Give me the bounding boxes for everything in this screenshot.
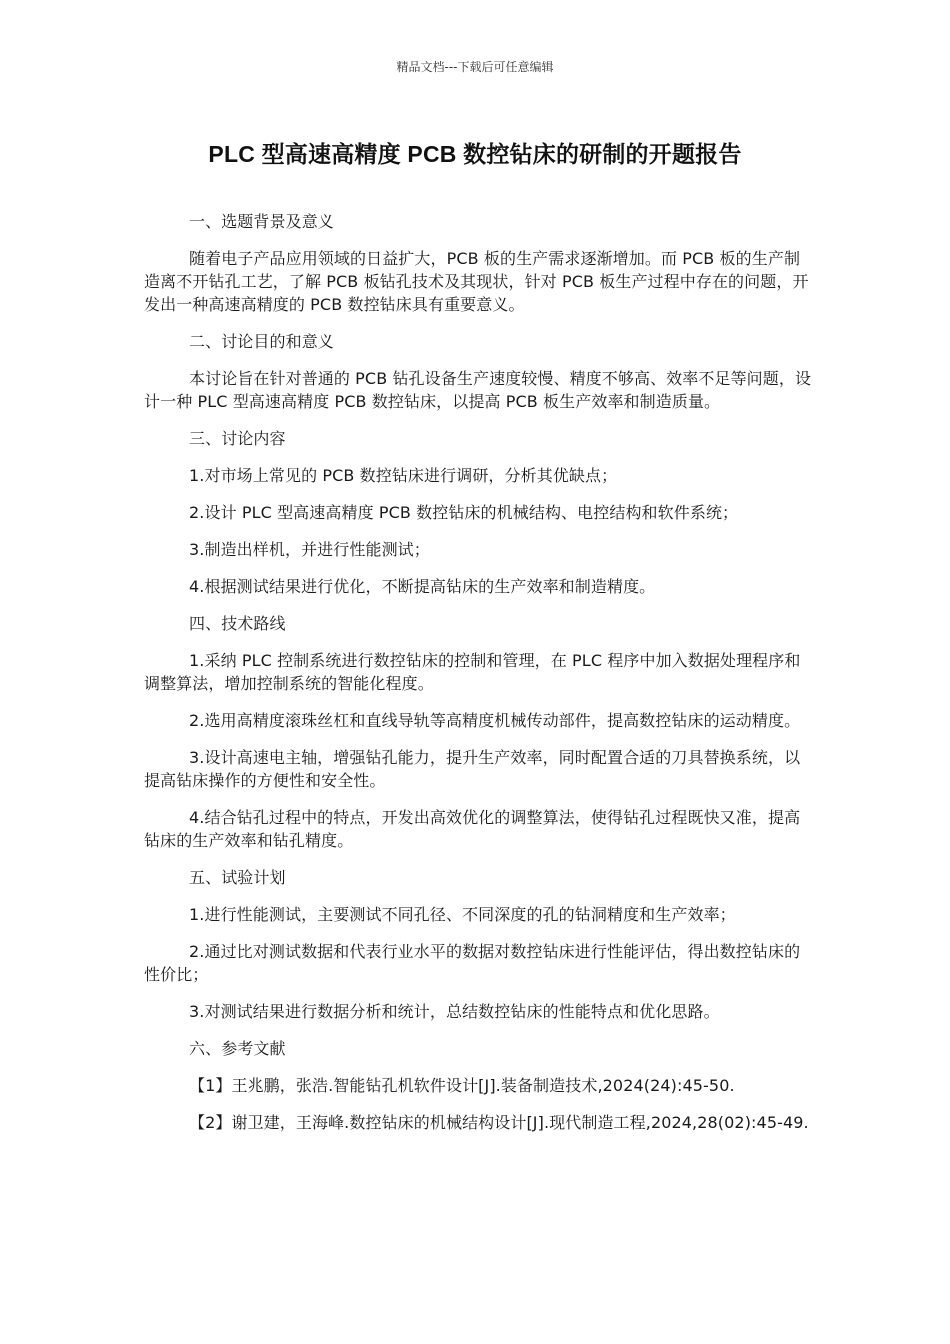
section-heading-background: 一、选题背景及意义 xyxy=(189,212,334,231)
test-plan-item-1: 1.进行性能测试，主要测试不同孔径、不同深度的孔的钻洞精度和生产效率； xyxy=(189,905,736,924)
tech-route-item-2: 2.选用高精度滚珠丝杠和直线导轨等高精度机械传动部件，提高数控钻床的运动精度。 xyxy=(189,711,801,730)
content-item-4: 4.根据测试结果进行优化，不断提高钻床的生产效率和制造精度。 xyxy=(189,577,656,596)
page-header: 精品文档---下载后可任意编辑 xyxy=(396,60,554,74)
section-heading-references: 六、参考文献 xyxy=(189,1039,286,1058)
tech-route-item-3: 3.设计高速电主轴，增强钻孔能力，提升生产效率，同时配置合适的刀具替换系统，以提高钻床操作的方便性和安全性。 xyxy=(144,748,801,790)
test-plan-item-2: 2.通过比对测试数据和代表行业水平的数据对数控钻床进行性能评估，得出数控钻床的性价比； xyxy=(144,942,801,984)
content-item-3: 3.制造出样机，并进行性能测试； xyxy=(189,540,430,559)
section-heading-purpose: 二、讨论目的和意义 xyxy=(189,332,334,351)
document-title: PLC 型高速高精度 PCB 数控钻床的研制的开题报告 xyxy=(208,141,742,167)
section-heading-content: 三、讨论内容 xyxy=(189,429,286,448)
content-item-1: 1.对市场上常见的 PCB 数控钻床进行调研，分析其优缺点； xyxy=(189,466,618,485)
document-body xyxy=(144,210,812,1134)
content-item-2: 2.设计 PLC 型高速高精度 PCB 数控钻床的机械结构、电控结构和软件系统； xyxy=(189,503,739,522)
tech-route-item-1: 1.采纳 PLC 控制系统进行数控钻床的控制和管理，在 PLC 程序中加入数据处理程序和调整算法，增加控制系统的智能化程度。 xyxy=(144,651,801,693)
section-heading-tech-route: 四、技术路线 xyxy=(189,614,286,633)
tech-route-item-4: 4.结合钻孔过程中的特点，开发出高效优化的调整算法，使得钻孔过程既快又准，提高钻床的生产效率和钻孔精度。 xyxy=(144,808,801,850)
test-plan-item-3: 3.对测试结果进行数据分析和统计，总结数控钻床的性能特点和优化思路。 xyxy=(189,1002,720,1021)
section-heading-test-plan: 五、试验计划 xyxy=(189,868,286,887)
reference-item-2: 【2】谢卫建，王海峰.数控钻床的机械结构设计[J].现代制造工程,2024,28(02):45-49. xyxy=(189,1113,809,1132)
reference-item-1: 【1】王兆鹏，张浩.智能钻孔机软件设计[J].装备制造技术,2024(24):45-50. xyxy=(189,1076,735,1095)
paragraph-purpose: 本讨论旨在针对普通的 PCB 钻孔设备生产速度较慢、精度不够高、效率不足等问题，设计一种 PLC 型高速高精度 PCB 数控钻床，以提高 PCB 板生产效率和制造质量。 xyxy=(144,369,812,411)
paragraph-background: 随着电子产品应用领域的日益扩大，PCB 板的生产需求逐渐增加。而 PCB 板的生产制造离不开钻孔工艺，了解 PCB 板钻孔技术及其现状，针对 PCB 板生产过程中存在的问题，开发出一种高速高精度的 PCB 数控钻床具有重要意义。 xyxy=(144,249,809,314)
